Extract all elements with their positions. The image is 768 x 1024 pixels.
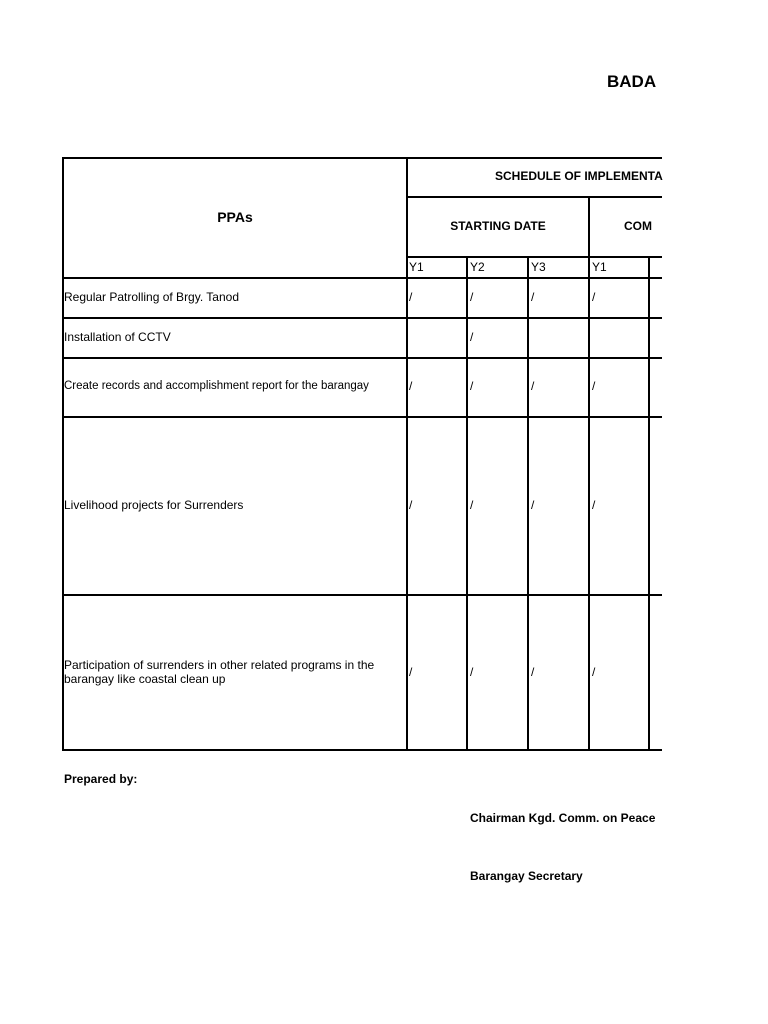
row-1-y3-mark: / xyxy=(531,290,535,304)
ppa-row-5-label: Participation of surrenders in other related programs in the barangay like coastal clean up xyxy=(64,658,375,686)
table-border-bottom xyxy=(62,749,662,751)
row-divider-1 xyxy=(62,317,662,319)
year-label-y2: Y2 xyxy=(470,260,485,274)
row-4-y3-mark: / xyxy=(531,498,535,512)
schedule-divider xyxy=(407,196,662,198)
row-3-y3-mark: / xyxy=(531,379,535,393)
starting-date-header: STARTING DATE xyxy=(450,219,546,233)
year-row-top xyxy=(407,256,662,258)
year-label-y1: Y1 xyxy=(409,260,424,274)
completion-y1-divider xyxy=(648,256,650,751)
row-1-completion-y1-mark: / xyxy=(592,290,596,304)
row-divider-3 xyxy=(62,416,662,418)
row-5-completion-y1-mark: / xyxy=(592,665,596,679)
row-3-y1-mark: / xyxy=(409,379,413,393)
year-label-y3: Y3 xyxy=(531,260,546,274)
prepared-by-label: Prepared by: xyxy=(64,772,138,786)
y3-column-divider xyxy=(527,256,529,751)
row-4-y1-mark: / xyxy=(409,498,413,512)
schedule-header: SCHEDULE OF IMPLEMENTA xyxy=(495,169,663,183)
row-5-y2-mark: / xyxy=(470,665,474,679)
row-1-y2-mark: / xyxy=(470,290,474,304)
ppa-row-3-label: Create records and accomplishment report for the barangay xyxy=(64,380,369,392)
row-divider-2 xyxy=(62,357,662,359)
row-3-completion-y1-mark: / xyxy=(592,379,596,393)
chairman-signatory: Chairman Kgd. Comm. on Peace xyxy=(470,811,656,825)
row-4-completion-y1-mark: / xyxy=(592,498,596,512)
row-2-y2-mark: / xyxy=(470,330,474,344)
ppa-row-4-label: Livelihood projects for Surrenders xyxy=(64,498,244,512)
ppa-column-divider xyxy=(406,157,408,751)
ppa-row-1-label: Regular Patrolling of Brgy. Tanod xyxy=(64,290,239,304)
row-3-y2-mark: / xyxy=(470,379,474,393)
row-5-y1-mark: / xyxy=(409,665,413,679)
row-divider-4 xyxy=(62,594,662,596)
completion-column-divider xyxy=(588,196,590,751)
year-label-completion-y1: Y1 xyxy=(592,260,607,274)
ppa-row-2-label: Installation of CCTV xyxy=(64,330,171,344)
document-title: BADA xyxy=(607,72,657,91)
ppas-header: PPAs xyxy=(217,209,253,225)
header-bottom xyxy=(62,277,662,279)
completion-header: COM xyxy=(624,219,652,233)
row-5-y3-mark: / xyxy=(531,665,535,679)
row-4-y2-mark: / xyxy=(470,498,474,512)
row-1-y1-mark: / xyxy=(409,290,413,304)
secretary-signatory: Barangay Secretary xyxy=(470,869,583,883)
table-border-top xyxy=(62,157,662,159)
y2-column-divider xyxy=(466,256,468,751)
